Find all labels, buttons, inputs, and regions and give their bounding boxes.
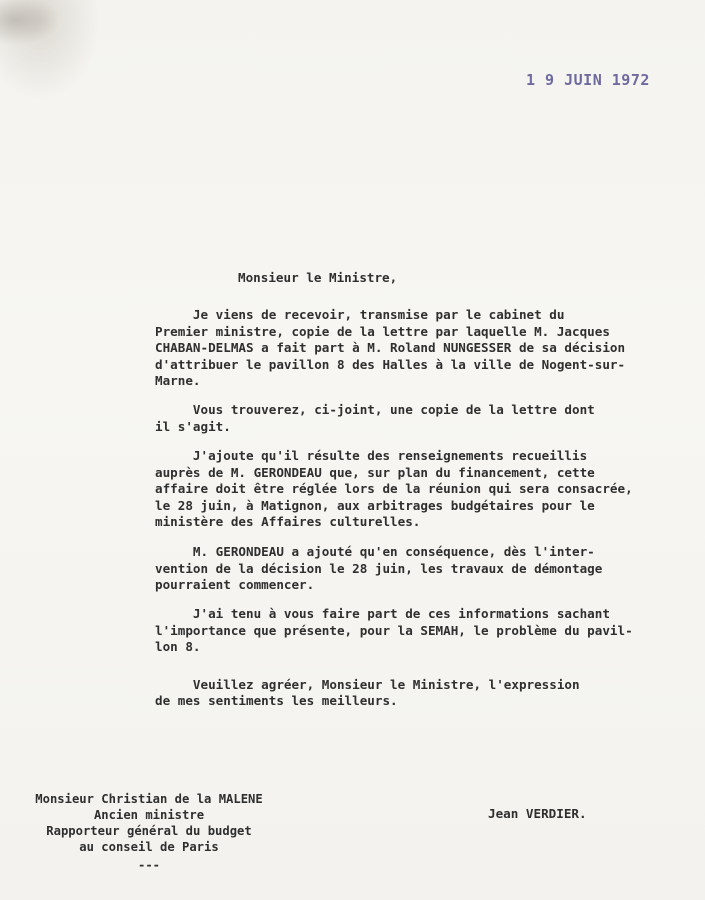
body-line: J'ajoute qu'il résulte des renseignements recueillis (155, 448, 588, 463)
body-line: auprès de M. GERONDEAU que, sur plan du financement, cette (155, 465, 595, 480)
body-line: ministère des Affaires culturelles. (155, 514, 421, 529)
date-stamp: 1 9 JUIN 1972 (526, 71, 650, 89)
body-line: CHABAN-DELMAS a fait part à M. Roland NUNGESSER de sa décision (155, 340, 626, 355)
body-line: l'importance que présente, pour la SEMAH, le problème du pavil- (155, 623, 633, 638)
body-line: Premier ministre, copie de la lettre par laquelle M. Jacques (155, 324, 610, 339)
body-line: affaire doit être réglée lors de la réunion qui sera consacrée, (155, 481, 633, 496)
closing-line: de mes sentiments les meilleurs. (155, 693, 398, 708)
signature: Jean VERDIER. (488, 806, 587, 821)
body-line: Vous trouverez, ci-joint, une copie de la lettre dont (155, 402, 595, 417)
recipient-line: Rapporteur général du budget (46, 824, 252, 838)
body-line: Je viens de recevoir, transmise par le cabinet du (155, 307, 565, 322)
body-line: pourraient commencer. (155, 577, 315, 592)
salutation: Monsieur le Ministre, (238, 270, 398, 285)
recipient-dash: --- (137, 858, 160, 872)
closing-line: Veuillez agréer, Monsieur le Ministre, l'expression (155, 677, 580, 692)
paper-wear-mark (0, 0, 60, 45)
recipient-line: Monsieur Christian de la MALENE (35, 792, 263, 806)
body-line: il s'agit. (155, 419, 231, 434)
body-line: J'ai tenu à vous faire part de ces informations sachant (155, 606, 610, 621)
body-line: lon 8. (155, 639, 201, 654)
recipient-block (14, 791, 284, 873)
recipient-line: Ancien ministre (93, 808, 205, 822)
body-line: d'attribuer le pavillon 8 des Halles à la ville de Nogent-sur- (155, 357, 626, 372)
body-line: vention de la décision le 28 juin, les travaux de démontage (155, 561, 603, 576)
body-line: M. GERONDEAU a ajouté qu'en conséquence, dès l'inter- (155, 544, 595, 559)
body-line: le 28 juin, à Matignon, aux arbitrages budgétaires pour le (155, 498, 595, 513)
body-line: Marne. (155, 373, 201, 388)
recipient-line: au conseil de Paris (79, 840, 219, 854)
